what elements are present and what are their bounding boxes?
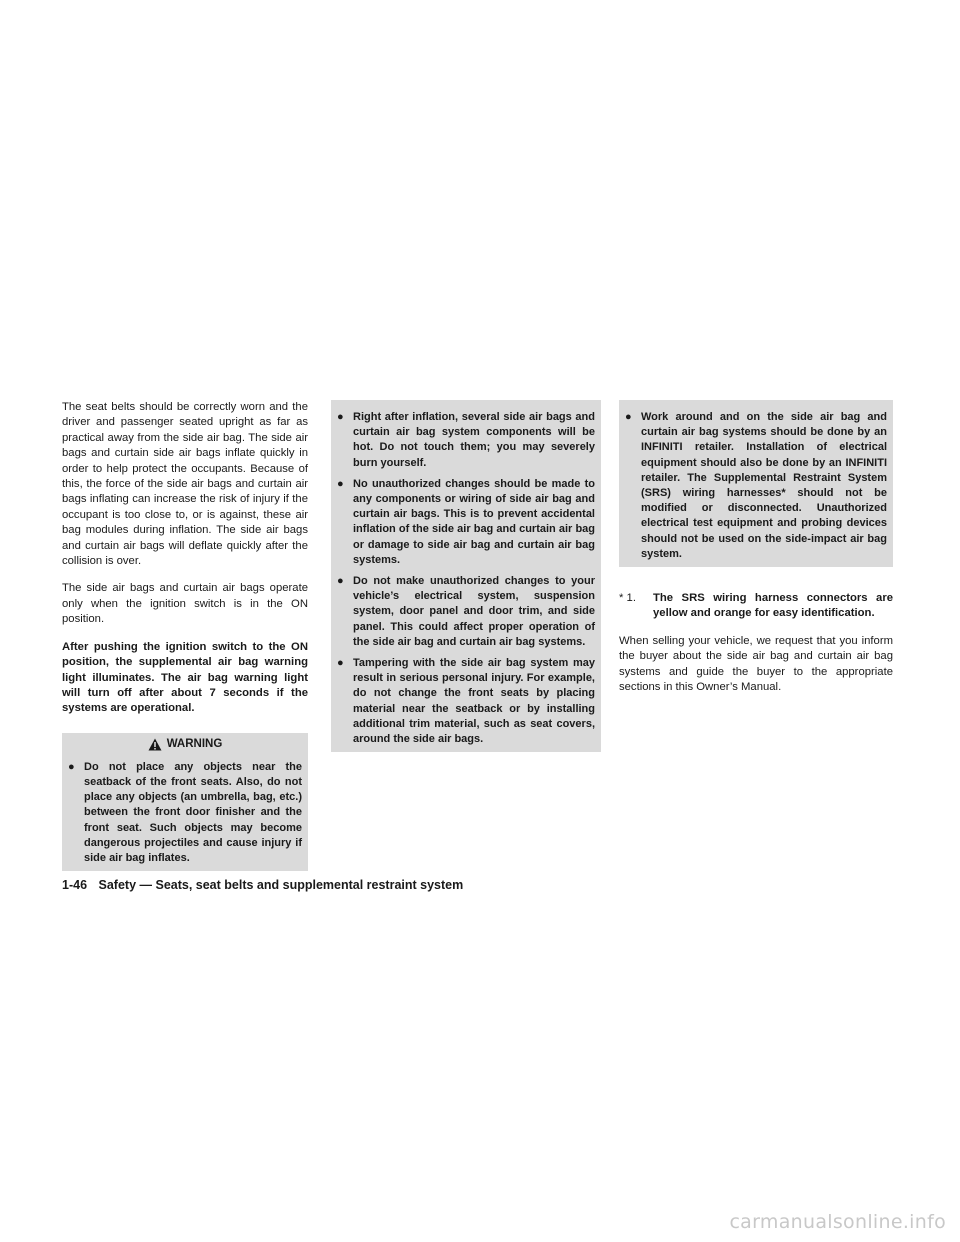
warning-box-continued <box>619 400 893 567</box>
watermark: carmanualsonline.info <box>729 1211 946 1233</box>
paragraph-selling: When selling your vehicle, we request that you inform the buyer about the side air bag and curtain air bag systems and guide the buyer to the appropriate sections in this Owner’s Manual. <box>619 634 893 694</box>
warning-box-continued <box>331 400 601 752</box>
bullet-icon: ● <box>337 575 344 588</box>
column-middle <box>331 400 601 752</box>
footnote <box>619 591 893 622</box>
warning-triangle-icon <box>148 738 162 751</box>
footnote-text: The SRS wiring harness connectors are yellow and orange for easy identification. <box>653 592 893 620</box>
paragraph-operation: The side air bags and curtain air bags operate only when the ignition switch is in the ON position. <box>62 582 308 626</box>
warning-box <box>62 756 308 871</box>
bullet-icon: ● <box>337 477 344 490</box>
bullet-icon: ● <box>625 411 632 423</box>
bullet-icon: ● <box>68 760 75 773</box>
warning-title: WARNING <box>166 738 223 751</box>
page-footer <box>62 878 463 892</box>
section-title: Safety — Seats, seat belts and supplemental restraint system <box>98 878 464 892</box>
list-item: ● No unauthorized changes should be made to any components or wiring of side air bag and curtain air bags. This is to prevent accidental inflation of the side air bag and curtain air bag or damage to side air bag and curtain air bag systems. <box>337 477 595 568</box>
bullet-icon: ● <box>337 657 344 670</box>
footnote-marker: * 1. <box>619 592 636 605</box>
warning-header <box>62 733 308 756</box>
list-item: ● Tampering with the side air bag system may result in serious personal injury. For example, do not change the front seats by placing material near the seatback or by installing additional trim material, such as seat covers, around the side air bags. <box>337 656 595 747</box>
paragraph-seat-belts: The seat belts should be correctly worn and the driver and passenger seated upright as far as practical away from the side air bag. The side air bags and curtain side air bags inflate quickly in order to help protect the occupants. Because of this, the force of the side air bags and curtain air bags inflating can increase the risk of injury if the occupant is too close to, or is against, these air bag modules during inflation. The side air bags and curtain air bags will deflate quickly after the collision is over. <box>62 401 308 568</box>
page-number: 1-46 <box>62 878 88 892</box>
column-right <box>619 400 893 707</box>
paragraph-warning-light: After pushing the ignition switch to the ON position, the supplemental air bag warning light illuminates. The air bag warning light will turn off after about 7 seconds if the systems are operational. <box>62 640 308 715</box>
list-item: ● Do not make unauthorized changes to your vehicle’s electrical system, suspension system, door panel and door trim, and side panel. This could affect proper operation of the side air bag and curtain air bag systems. <box>337 574 595 650</box>
list-item: ● Right after inflation, several side air bags and curtain air bag system components will be hot. Do not touch them; you may severely burn yourself. <box>337 410 595 471</box>
bullet-icon: ● <box>337 411 344 423</box>
list-item: ● Work around and on the side air bag and curtain air bag systems should be done by an INFINITI retailer. Installation of electrical equipment should also be done by an INFINITI retailer. The Supplemental Restraint System (SRS) wiring harnesses* should not be modified or disconnected. Unauthorized electrical test equipment and probing devices should not be used on the side-impact air bag system. <box>625 410 887 562</box>
list-item: ● Do not place any objects near the seatback of the front seats. Also, do not place any objects (an umbrella, bag, etc.) between the front door finisher and the front seat. Such objects may become dangerous projectiles and cause injury if side air bag inflates. <box>68 760 302 866</box>
column-left <box>62 400 308 871</box>
